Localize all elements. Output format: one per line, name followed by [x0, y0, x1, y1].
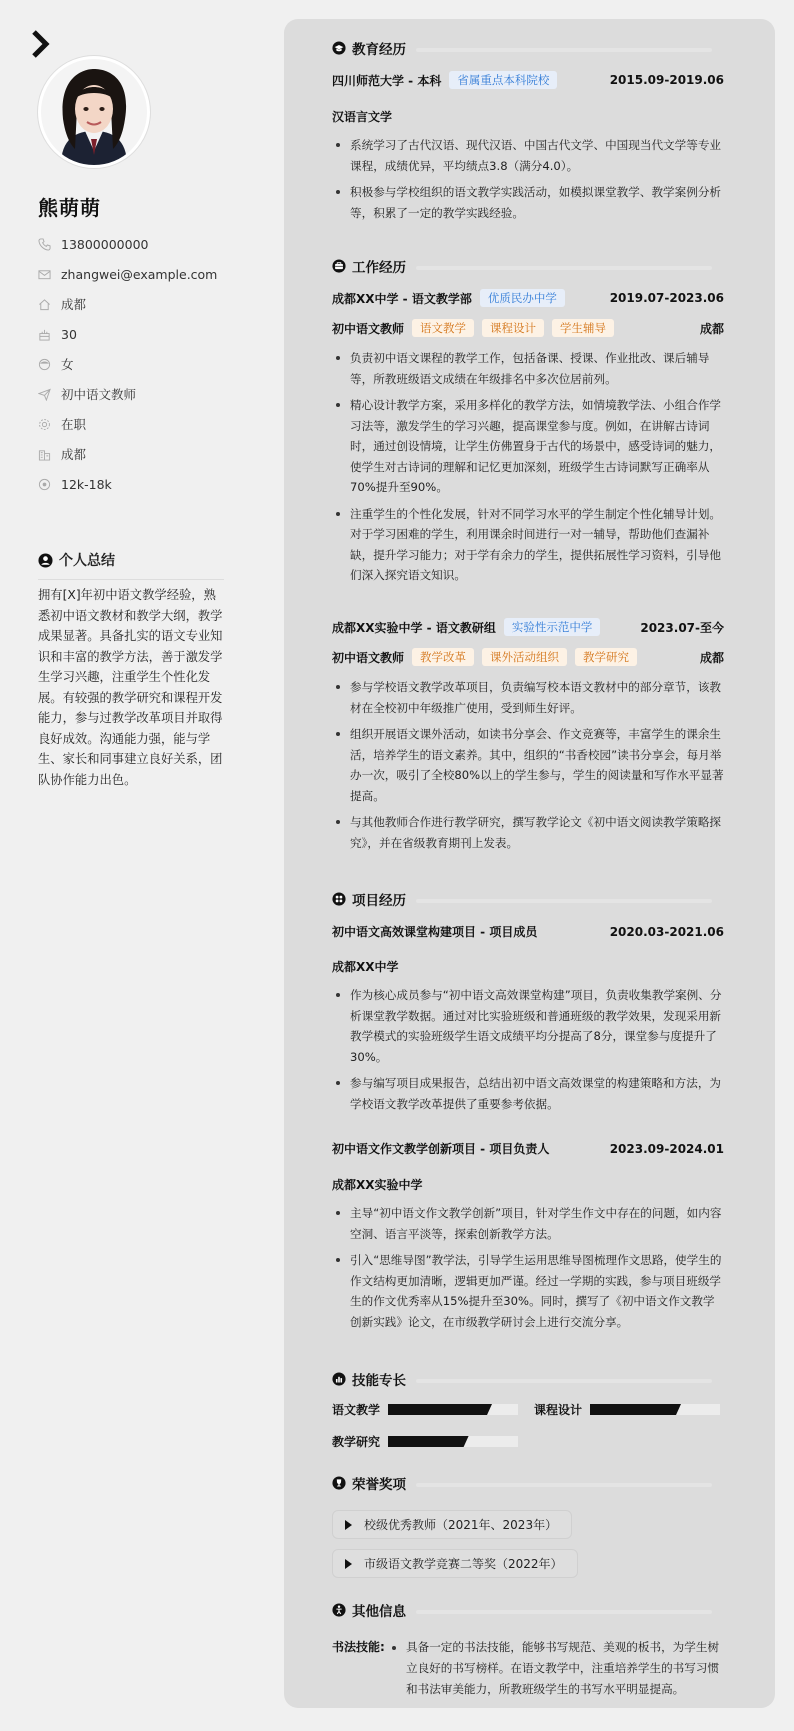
age-value: 30	[61, 326, 77, 342]
education-title: 教育经历	[352, 42, 406, 58]
city-icon	[38, 448, 51, 461]
graduation-cap-icon	[332, 41, 346, 55]
list-item: 系统学习了古代汉语、现代汉语、中国古代文学、中国现当代文学等专业课程，成绩优异，平均绩点3.8（满分4.0）。	[332, 135, 724, 176]
list-item: 主导“初中语文作文教学创新”项目，针对学生作文中存在的问题，如内容空洞、语言平淡等，探索创新教学方法。	[332, 1203, 724, 1244]
section-divider	[416, 1379, 712, 1383]
skills-title: 技能专长	[352, 1373, 406, 1389]
play-triangle-icon	[345, 1559, 352, 1569]
skill-row	[534, 1401, 720, 1418]
skill-row	[332, 1401, 518, 1418]
project-date: 2023.09-2024.01	[609, 1141, 724, 1156]
section-divider	[416, 266, 712, 270]
summary-title: 个人总结	[59, 553, 115, 569]
info-job	[38, 379, 238, 409]
salary-value: 12k-18k	[61, 476, 112, 492]
skill-label: 教学研究	[332, 1435, 381, 1449]
mail-icon	[38, 268, 51, 281]
honors-heading	[332, 1473, 406, 1493]
skills-heading	[332, 1369, 406, 1389]
skill-bar	[388, 1404, 518, 1415]
project-org: 成都XX中学	[332, 960, 399, 974]
role-row-2	[332, 648, 724, 666]
honor-item[interactable]	[332, 1549, 578, 1578]
list-item: 精心设计教学方案，采用多样化的教学方法，如情境教学法、小组合作学习法等，激发学生的学习兴趣，提高课堂参与度。例如，在讲解古诗词时，通过创设情境，让学生仿佛置身于古代的场景中，感受诗词的魅力，使学生对古诗词的理解和记忆更加深刻，班级学生古诗词默写正确率从70%提升至90%。	[332, 395, 724, 498]
info-salary	[38, 469, 238, 499]
honors-title: 荣誉奖项	[352, 1477, 406, 1493]
person-name: 熊萌萌	[38, 196, 101, 220]
work-bullets-1	[332, 348, 724, 592]
skill-tag: 课程设计	[482, 319, 544, 337]
skill-bar	[590, 1404, 720, 1415]
status-icon	[38, 418, 51, 431]
skill-tag: 语文教学	[412, 319, 474, 337]
summary-text: 拥有[X]年初中语文教学经验，熟悉初中语文教材和教学大纲，教学成果显著。具备扎实的语文专业知识和丰富的教学方法，善于激发学生学习兴趣，注重学生个性化发展。有较强的教学研究和课程开发能力，参与过教学改革项目并取得良好成效。沟通能力强，能与学生、家长和同事建立良好关系，团队协作能力出色。	[38, 588, 223, 787]
skill-bar	[388, 1436, 518, 1447]
list-item: 具备一定的书法技能，能够书写规范、美观的板书，为学生树立良好的书写榜样。在语文教学中，注重培养学生的书写习惯和书法审美能力，所教班级学生的书写水平明显提高。	[388, 1637, 724, 1700]
other-title: 其他信息	[352, 1604, 406, 1620]
list-item: 积极参与学校组织的语文教学实践活动，如模拟课堂教学、教学案例分析等，积累了一定的教学实践经验。	[332, 182, 724, 223]
school-tag: 省属重点本科院校	[449, 71, 557, 89]
work-heading	[332, 256, 406, 276]
skill-bar-fill	[388, 1404, 492, 1415]
gender-value: 女	[61, 357, 74, 372]
skill-label: 语文教学	[332, 1403, 381, 1417]
home-icon	[38, 298, 51, 311]
project-date: 2020.03-2021.06	[609, 924, 724, 939]
work-date: 2019.07-2023.06	[609, 291, 724, 305]
project-name: 初中语文作文教学创新项目 - 项目负责人	[332, 1142, 550, 1156]
projects-title: 项目经历	[352, 893, 406, 909]
email-value: zhangwei@example.com	[61, 266, 218, 282]
info-phone	[38, 229, 238, 259]
skill-bar-fill	[388, 1436, 469, 1447]
info-status	[38, 409, 238, 439]
other-info-row	[332, 1637, 724, 1700]
job-value: 初中语文教师	[61, 387, 137, 402]
school-name: 四川师范大学 - 本科	[332, 73, 442, 88]
phone-value: 13800000000	[61, 236, 149, 252]
work-city: 成都	[699, 321, 724, 336]
gender-icon	[38, 358, 51, 371]
project-name: 初中语文高效课堂构建项目 - 项目成员	[332, 925, 538, 939]
project-row-2	[332, 1140, 724, 1157]
home-value: 成都	[61, 297, 87, 312]
play-triangle-icon	[345, 1520, 352, 1530]
job-icon	[38, 388, 51, 401]
info-home	[38, 289, 238, 319]
honor-label: 市级语文教学竞赛二等奖（2022年）	[364, 1557, 563, 1571]
skill-tag: 学生辅导	[552, 319, 614, 337]
list-item: 参与学校语文教学改革项目，负责编写校本语文教材中的部分章节，该教材在全校初中年级推广使用，受到师生好评。	[332, 677, 724, 718]
grid-icon	[332, 892, 346, 906]
info-age	[38, 319, 238, 349]
other-heading	[332, 1600, 406, 1620]
major: 汉语言文学	[332, 110, 393, 124]
role-name: 初中语文教师	[332, 650, 405, 665]
salary-icon	[38, 478, 51, 491]
company-tag: 优质民办中学	[480, 289, 565, 307]
company-name: 成都XX中学 - 语文教学部	[332, 291, 472, 306]
work-row-1	[332, 289, 724, 307]
company-name: 成都XX实验中学 - 语文教研组	[332, 620, 496, 635]
education-date: 2015.09-2019.06	[609, 73, 724, 87]
main-panel	[284, 19, 775, 1708]
section-divider	[416, 1483, 712, 1487]
age-icon	[38, 328, 51, 341]
projects-heading	[332, 889, 406, 909]
chart-pie-icon	[332, 1372, 346, 1386]
work-city: 成都	[699, 650, 724, 665]
list-item: 组织开展语文课外活动，如读书分享会、作文竞赛等，丰富学生的课余生活，培养学生的语文素养。其中，组织的“书香校园”读书分享会，每月举办一次，吸引了全校80%以上的学生参与，学生的阅读量和写作水平显著提高。	[332, 724, 724, 806]
skill-bar-fill	[590, 1404, 681, 1415]
skill-row	[332, 1433, 518, 1450]
skill-tag: 教学研究	[575, 648, 637, 666]
work-row-2	[332, 618, 724, 636]
avatar	[38, 56, 150, 168]
chevron-logo-icon	[32, 30, 52, 58]
list-item: 与其他教师合作进行教学研究，撰写教学论文《初中语文阅读教学策略探究》，并在省级教育期刊上发表。	[332, 812, 724, 853]
work-title: 工作经历	[352, 260, 406, 276]
section-divider	[416, 1610, 712, 1614]
work-date: 2023.07-至今	[640, 620, 724, 635]
role-name: 初中语文教师	[332, 321, 405, 336]
education-row	[332, 71, 724, 89]
list-item: 注重学生的个性化发展，针对不同学习水平的学生制定个性化辅导计划。对于学习困难的学生，利用课余时间进行一对一辅导，帮助他们查漏补缺，提升学习能力；对于学有余力的学生，提供拓展性学习资料，引导他们深入探究语文知识。	[332, 504, 724, 586]
project-org: 成都XX实验中学	[332, 1178, 423, 1192]
skill-tag: 教学改革	[412, 648, 474, 666]
project-bullets-2	[332, 1203, 724, 1338]
briefcase-icon	[332, 259, 346, 273]
section-divider	[416, 899, 712, 903]
city-value: 成都	[61, 447, 87, 462]
education-bullets	[332, 135, 724, 229]
work-bullets-2	[332, 677, 724, 859]
summary-heading	[38, 550, 224, 580]
contact-info-list	[38, 229, 238, 499]
section-divider	[416, 48, 712, 52]
info-email	[38, 259, 238, 289]
honor-label: 校级优秀教师（2021年、2023年）	[364, 1518, 558, 1532]
user-circle-icon	[38, 553, 53, 568]
status-value: 在职	[61, 417, 87, 432]
company-tag: 实验性示范中学	[504, 618, 601, 636]
project-bullets-1	[332, 985, 724, 1120]
sidebar	[0, 0, 270, 1731]
skill-tag: 课外活动组织	[482, 648, 567, 666]
list-item: 负责初中语文课程的教学工作，包括备课、授课、作业批改、课后辅导等，所教班级语文成绩在年级排名中多次位居前列。	[332, 348, 724, 389]
skill-label: 课程设计	[534, 1403, 583, 1417]
info-city	[38, 439, 238, 469]
honor-item[interactable]	[332, 1510, 572, 1539]
info-gender	[38, 349, 238, 379]
other-label: 书法技能:	[332, 1640, 385, 1654]
other-list	[388, 1637, 724, 1700]
list-item: 引入“思维导图”教学法，引导学生运用思维导图梳理作文思路，使学生的作文结构更加清晰，逻辑更加严谨。经过一学期的实践，参与项目班级学生的作文优秀率从15%提升至30%。同时，撰写了《初中语文作文教学创新实践》论文，在市级教学研讨会上进行交流分享。	[332, 1250, 724, 1332]
phone-icon	[38, 238, 51, 251]
list-item: 作为核心成员参与“初中语文高效课堂构建”项目，负责收集教学案例、分析课堂教学数据。通过对比实验班级和普通班级的教学效果，发现采用新教学模式的实验班级学生语文成绩平均分提高了8分，课堂参与度提升了30%。	[332, 985, 724, 1067]
project-row-1	[332, 923, 724, 940]
person-walk-icon	[332, 1603, 346, 1617]
list-item: 参与编写项目成果报告，总结出初中语文高效课堂的构建策略和方法，为学校语文教学改革提供了重要参考依据。	[332, 1073, 724, 1114]
education-heading	[332, 38, 406, 58]
role-row-1	[332, 319, 724, 337]
trophy-icon	[332, 1476, 346, 1490]
